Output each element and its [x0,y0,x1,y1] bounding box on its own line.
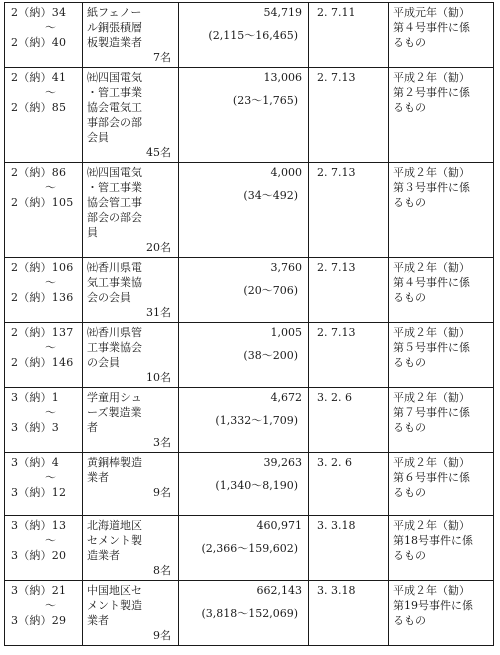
respondent-count: 31名 [146,306,171,319]
related-case: 平成２年（勧） 第６号事件に係 るもの [393,456,470,499]
surcharge-amount-cell [179,258,309,323]
order-number-from: 2（納）106 [11,261,74,274]
order-number-to: 3（納）29 [11,614,67,627]
order-number-tilde: 〜 [45,406,57,419]
related-case: 平成２年（勧） 第19号事件に係 るもの [393,584,473,627]
respondent-name: 学童用シュ ーズ製造業 者 [87,391,142,434]
order-number-from: 2（納）86 [11,166,67,179]
order-number-from: 3（納）21 [11,584,67,597]
respondent-name: 北海道地区 セメント製 造業者 [87,519,142,562]
respondent-name: 黄銅棒製造 業者 [87,456,142,484]
respondent-name: 中国地区セ メント製造 業者 [87,584,142,627]
order-date-cell [309,3,389,68]
order-number-to: 2（納）105 [11,196,74,209]
respondent-cell [83,68,179,163]
order-number-tilde: 〜 [45,599,57,612]
respondent-count: 7名 [153,51,171,64]
surcharge-total: 4,000 [270,166,302,179]
surcharge-range: (1,332〜1,709) [215,414,298,427]
order-date-cell [309,516,389,581]
surcharge-total: 4,672 [270,391,302,404]
order-number-cell [5,68,83,163]
surcharge-total: 1,005 [270,326,302,339]
surcharge-range: (38〜200) [243,349,298,362]
related-case-cell [389,68,494,163]
table-body [5,3,494,646]
respondent-cell [83,258,179,323]
related-case-cell [389,453,494,516]
order-number-to: 2（納）85 [11,101,67,114]
surcharge-range: (34〜492) [243,189,298,202]
order-number-tilde: 〜 [45,276,57,289]
surcharge-amount-cell [179,388,309,453]
order-number-to: 2（納）136 [11,291,74,304]
order-date: 2. 7.11 [317,6,356,19]
surcharge-total: 662,143 [256,584,302,597]
surcharge-order-table-page [4,2,493,651]
respondent-count: 20名 [146,241,171,254]
respondent-count: 10名 [146,371,171,384]
respondent-cell [83,581,179,646]
related-case: 平成２年（勧） 第５号事件に係 るもの [393,326,470,369]
surcharge-amount-cell [179,3,309,68]
respondent-cell [83,516,179,581]
order-number-tilde: 〜 [45,21,57,34]
order-number-tilde: 〜 [45,471,57,484]
order-number-cell [5,323,83,388]
related-case: 平成２年（勧） 第７号事件に係 るもの [393,391,470,434]
order-number-cell [5,163,83,258]
table-row [5,3,494,68]
order-date-cell [309,581,389,646]
related-case-cell [389,163,494,258]
related-case: 平成２年（勧） 第18号事件に係 るもの [393,519,473,562]
related-case-cell [389,581,494,646]
order-number-cell [5,453,83,516]
order-number-tilde: 〜 [45,181,57,194]
order-date: 2. 7.13 [317,166,356,179]
surcharge-range: (23〜1,765) [232,94,298,107]
related-case-cell [389,516,494,581]
surcharge-total: 39,263 [263,456,302,469]
table-row [5,258,494,323]
order-number-cell [5,516,83,581]
surcharge-total: 3,760 [270,261,302,274]
order-date: 3. 3.18 [317,519,356,532]
respondent-count: 9名 [153,629,171,642]
respondent-name: ㈳香川県電 気工事業協 会の会員 [87,261,142,304]
respondent-count: 8名 [153,564,171,577]
order-date: 2. 7.13 [317,261,356,274]
surcharge-range: (3,818〜152,069) [201,607,298,620]
order-number-to: 3（納）3 [11,421,59,434]
respondent-cell [83,163,179,258]
respondent-count: 9名 [153,486,171,499]
table-row [5,323,494,388]
related-case: 平成２年（勧） 第４号事件に係 るもの [393,261,470,304]
surcharge-total: 54,719 [263,6,302,19]
order-number-tilde: 〜 [45,86,57,99]
order-date-cell [309,453,389,516]
table-row [5,68,494,163]
surcharge-amount-cell [179,68,309,163]
order-date-cell [309,68,389,163]
order-number-from: 3（納）1 [11,391,59,404]
surcharge-order-table [4,2,494,646]
order-date-cell [309,323,389,388]
surcharge-range: (20〜706) [243,284,298,297]
respondent-cell [83,388,179,453]
order-date: 2. 7.13 [317,326,356,339]
surcharge-amount-cell [179,453,309,516]
order-date: 3. 3.18 [317,584,356,597]
surcharge-amount-cell [179,581,309,646]
respondent-count: 45名 [146,146,171,159]
order-number-tilde: 〜 [45,534,57,547]
related-case-cell [389,323,494,388]
order-number-from: 2（納）34 [11,6,67,19]
respondent-name: ㈳四国電気 ・管工事業 協会電気工 事部会の部 会員 [87,71,142,144]
order-number-tilde: 〜 [45,341,57,354]
respondent-cell [83,3,179,68]
related-case: 平成２年（勧） 第３号事件に係 るもの [393,166,470,209]
table-row [5,163,494,258]
order-date: 3. 2. 6 [317,391,352,404]
order-number-from: 2（納）41 [11,71,67,84]
table-row [5,516,494,581]
order-number-to: 3（納）20 [11,549,67,562]
order-date-cell [309,163,389,258]
order-number-to: 3（納）12 [11,486,67,499]
respondent-name: ㈳香川県管 工事業協会 の会員 [87,326,142,369]
order-date: 2. 7.13 [317,71,356,84]
respondent-cell [83,323,179,388]
order-number-to: 2（納）146 [11,356,74,369]
related-case: 平成元年（勧） 第４号事件に係 るもの [393,6,470,49]
table-row [5,581,494,646]
related-case: 平成２年（勧） 第２号事件に係 るもの [393,71,470,114]
order-number-cell [5,581,83,646]
surcharge-range: (2,366〜159,602) [201,542,298,555]
order-date-cell [309,258,389,323]
table-row [5,453,494,516]
respondent-name: 紙フェノー ル銅張積層 板製造業者 [87,6,142,49]
order-number-from: 3（納）13 [11,519,67,532]
order-date: 3. 2. 6 [317,456,352,469]
respondent-name: ㈳四国電気 ・管工事業 協会管工事 部会の部会 員 [87,166,142,239]
surcharge-total: 13,006 [263,71,302,84]
related-case-cell [389,258,494,323]
surcharge-amount-cell [179,163,309,258]
surcharge-total: 460,971 [256,519,302,532]
order-number-cell [5,258,83,323]
surcharge-amount-cell [179,323,309,388]
order-number-to: 2（納）40 [11,36,67,49]
related-case-cell [389,3,494,68]
surcharge-range: (1,340〜8,190) [215,479,298,492]
surcharge-amount-cell [179,516,309,581]
order-number-from: 2（納）137 [11,326,74,339]
order-number-cell [5,3,83,68]
order-number-cell [5,388,83,453]
order-date-cell [309,388,389,453]
table-row [5,388,494,453]
related-case-cell [389,388,494,453]
surcharge-range: (2,115〜16,465) [208,29,298,42]
respondent-count: 3名 [153,436,171,449]
respondent-cell [83,453,179,516]
order-number-from: 3（納）4 [11,456,59,469]
